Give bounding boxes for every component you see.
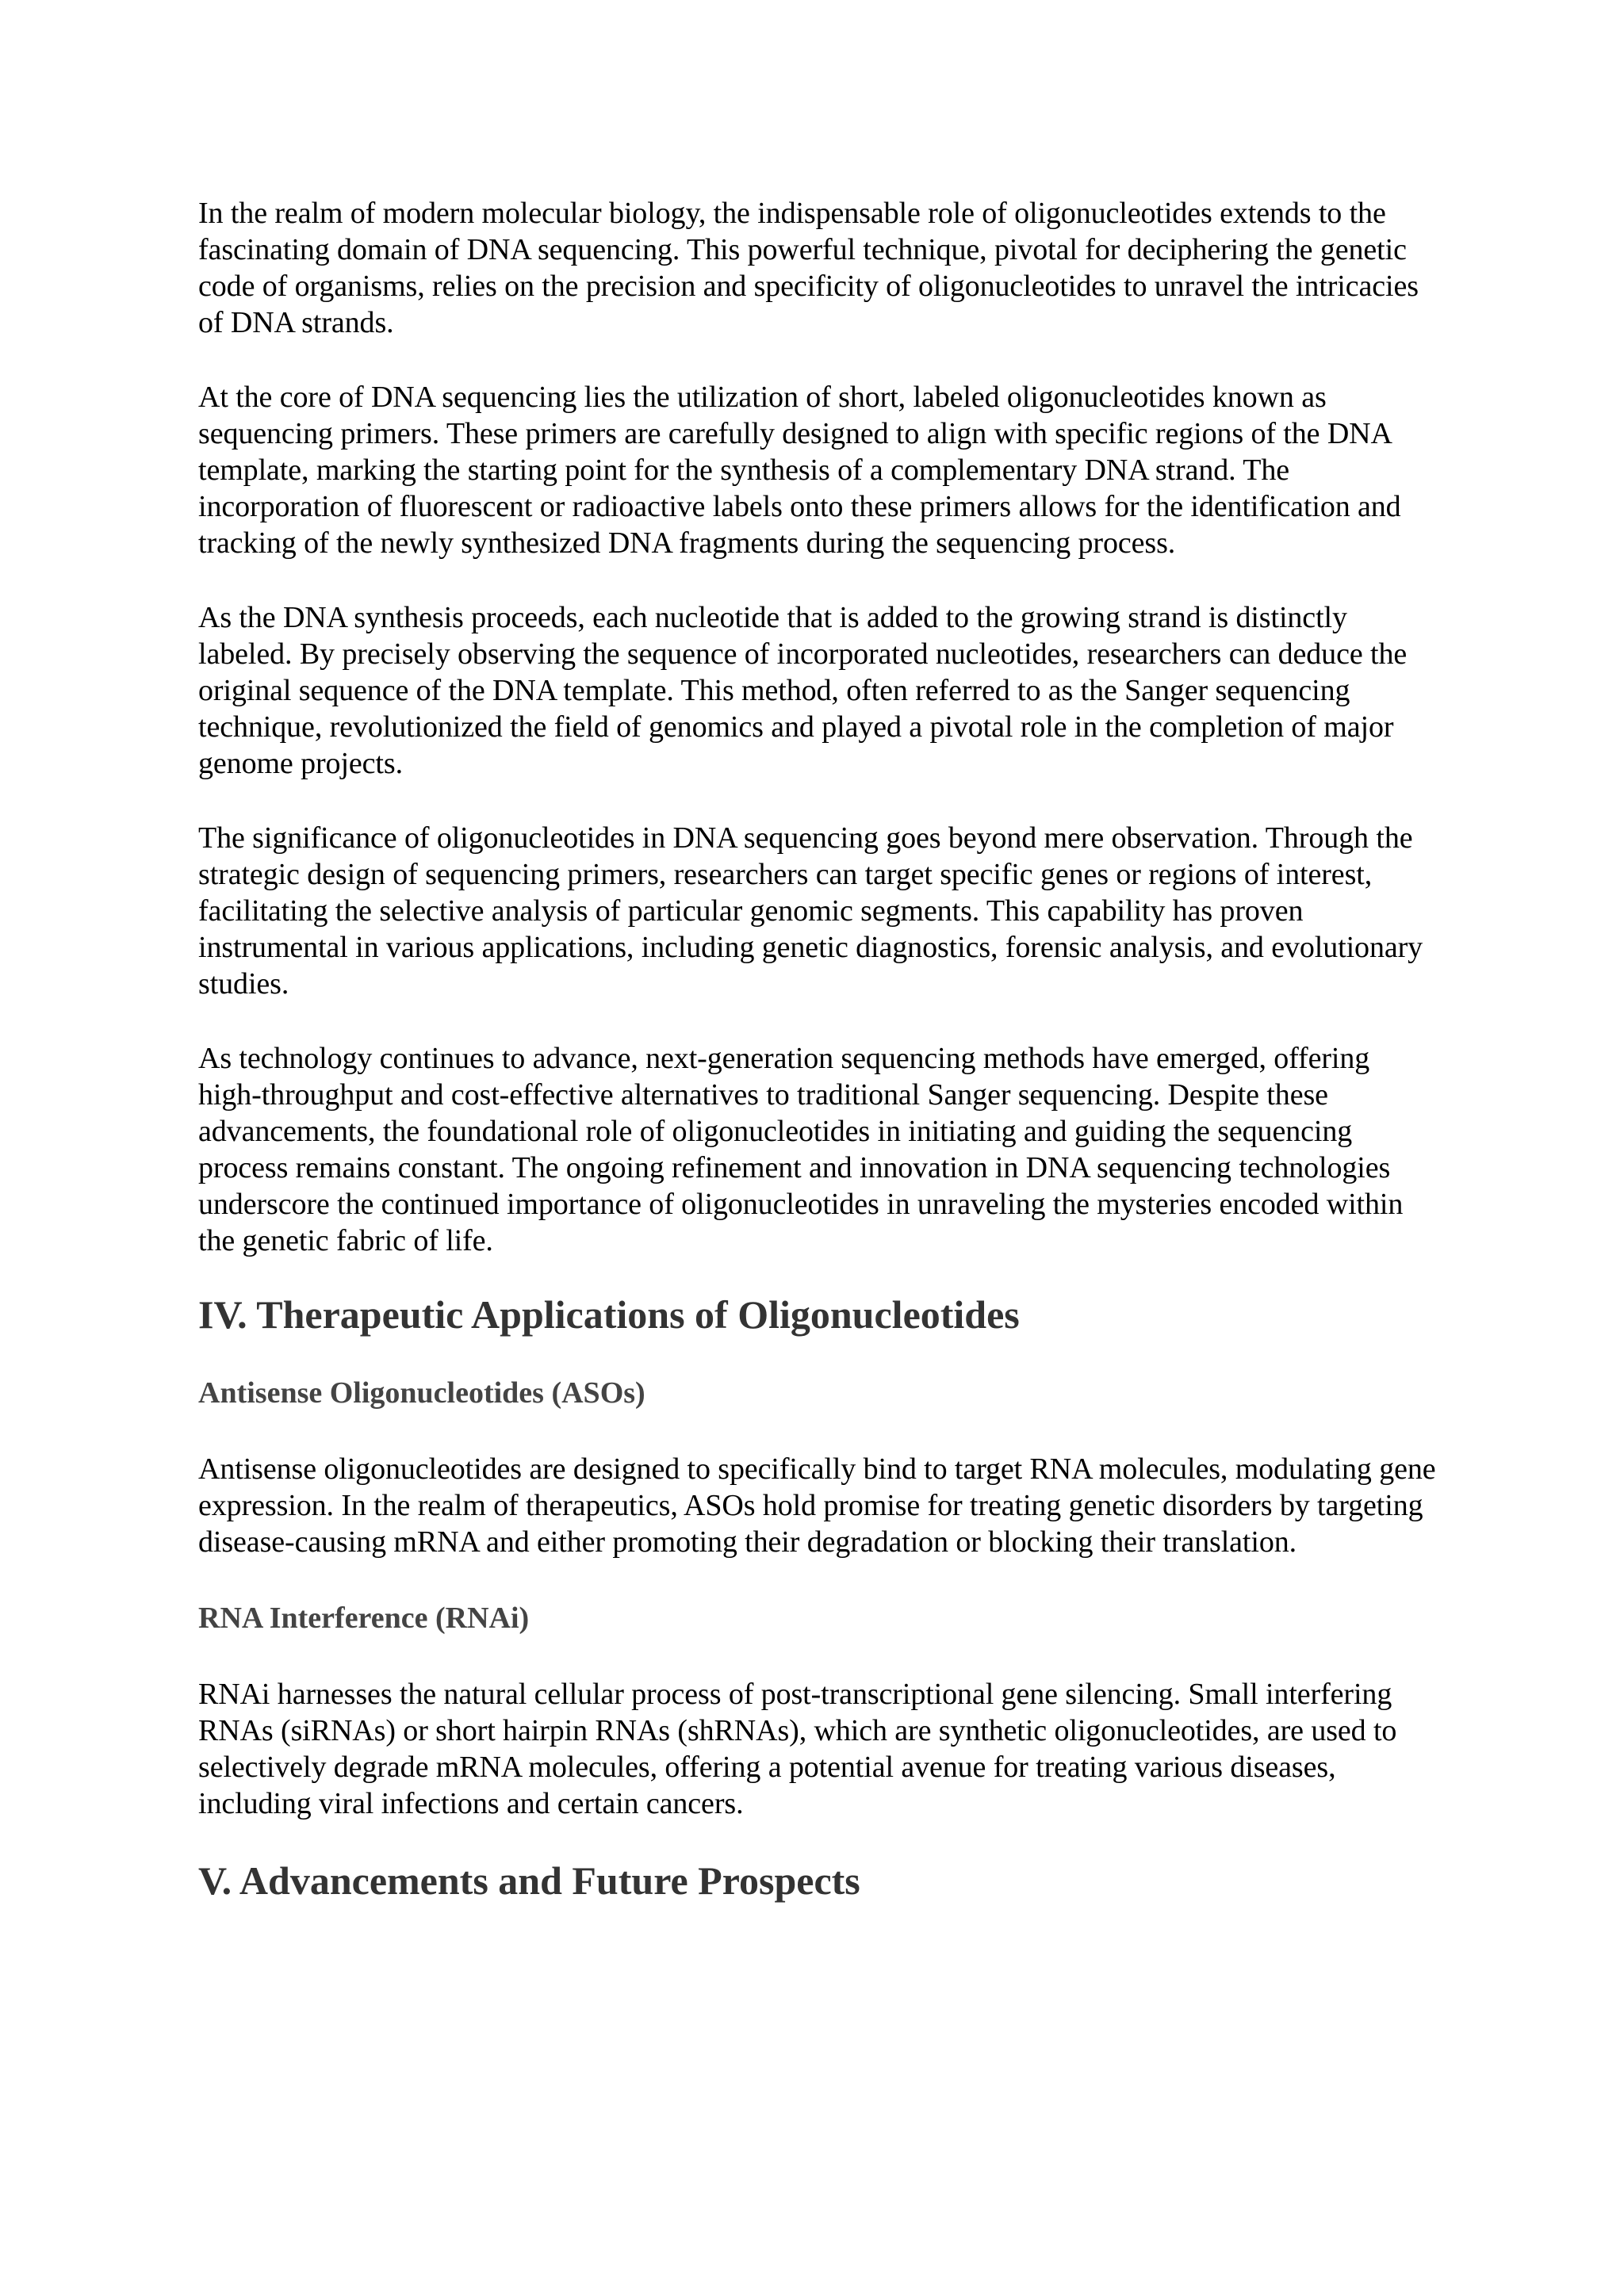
subheading-rnai: RNA Interference (RNAi) <box>198 1601 530 1635</box>
paragraph-sanger-method: As the DNA synthesis proceeds, each nucleotide that is added to the growing strand is distinctly labeled. By precisely observing the sequence of incorporated nucleotides, researchers can deduce the original sequence of the DNA template. This method, often referred to as the Sanger sequencing technique, revolutionized the field of genomics and played a pivotal role in the completion of major genome projects. <box>198 601 1408 780</box>
section-heading-therapeutic-applications: IV. Therapeutic Applications of Oligonucleotides <box>198 1292 1020 1337</box>
document-body <box>198 195 1440 1904</box>
paragraph-sequencing-primers: At the core of DNA sequencing lies the utilization of short, labeled oligonucleotides known as sequencing primers. These primers are carefully designed to align with specific regions of the DNA template, marking the starting point for the synthesis of a complementary DNA strand. The incorporation of fluorescent or radioactive labels onto these primers allows for the identification and tracking of the newly synthesized DNA fragments during the sequencing process. <box>198 381 1401 560</box>
paragraph-asos: Antisense oligonucleotides are designed to specifically bind to target RNA molecules, modulating gene expression. In the realm of therapeutics, ASOs hold promise for treating genetic disorders by targeting disease-causing mRNA and either promoting their degradation or blocking their translation. <box>198 1452 1436 1559</box>
paragraph-dna-sequencing-intro: In the realm of modern molecular biology, the indispensable role of oligonucleotides extends to the fascinating domain of DNA sequencing. This powerful technique, pivotal for deciphering the genetic code of organisms, relies on the precision and specificity of oligonucleotides to unravel the intricacies of DNA strands. <box>198 197 1419 339</box>
paragraph-significance: The significance of oligonucleotides in DNA sequencing goes beyond mere observation. Through the strategic design of sequencing primers, researchers can target specific genes or regions of interest, facilitating the selective analysis of particular genomic segments. This capability has proven instrumental in various applications, including genetic diagnostics, forensic analysis, and evolutionary studies. <box>198 821 1423 1001</box>
paragraph-next-generation: As technology continues to advance, next-generation sequencing methods have emerged, offering high-throughput and cost-effective alternatives to traditional Sanger sequencing. Despite these advancements, the foundational role of oligonucleotides in initiating and guiding the sequencing process remains constant. The ongoing refinement and innovation in DNA sequencing technologies underscore the continued importance of oligonucleotides in unraveling the mysteries encoded within the genetic fabric of life. <box>198 1042 1404 1257</box>
section-heading-advancements: V. Advancements and Future Prospects <box>198 1858 860 1903</box>
subheading-asos: Antisense Oligonucleotides (ASOs) <box>198 1376 645 1410</box>
paragraph-rnai: RNAi harnesses the natural cellular process of post-transcriptional gene silencing. Small interfering RNAs (siRNAs) or short hairpin RNAs (shRNAs), which are synthetic oligonucleotides, are used to selectively degrade mRNA molecules, offering a potential avenue for treating various diseases, including viral infections and certain cancers. <box>198 1678 1397 1820</box>
